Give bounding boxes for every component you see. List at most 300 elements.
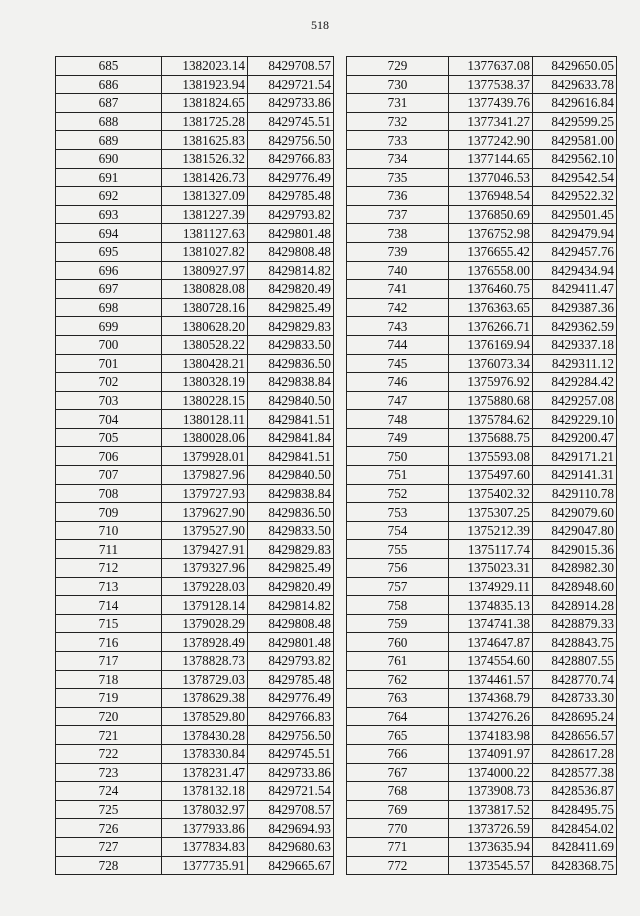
table-row [347,837,617,856]
point-number-cell: 716 [56,633,162,652]
table-row [347,187,617,206]
table-row [347,503,617,522]
point-number-cell: 747 [347,391,449,410]
point-number-cell: 698 [56,298,162,317]
point-number-cell: 752 [347,484,449,503]
y-coordinate-cell: 8429694.93 [248,819,334,838]
x-coordinate-cell: 1378928.49 [162,633,248,652]
y-coordinate-cell: 8429616.84 [533,94,617,113]
y-coordinate-cell: 8429479.94 [533,224,617,243]
point-number-cell: 723 [56,763,162,782]
table-row [347,670,617,689]
y-coordinate-cell: 8429766.83 [248,707,334,726]
y-coordinate-cell: 8428577.38 [533,763,617,782]
y-coordinate-cell: 8429745.51 [248,744,334,763]
x-coordinate-cell: 1382023.14 [162,57,248,76]
point-number-cell: 690 [56,149,162,168]
point-number-cell: 765 [347,726,449,745]
table-row [347,633,617,652]
x-coordinate-cell: 1381027.82 [162,242,248,261]
table-row [56,335,334,354]
point-number-cell: 727 [56,837,162,856]
table-row [56,744,334,763]
table-row [56,410,334,429]
point-number-cell: 741 [347,280,449,299]
table-row [56,75,334,94]
y-coordinate-cell: 8428695.24 [533,707,617,726]
table-row [347,391,617,410]
x-coordinate-cell: 1380728.16 [162,298,248,317]
y-coordinate-cell: 8429838.84 [248,484,334,503]
point-number-cell: 732 [347,112,449,131]
table-row [56,689,334,708]
table-row [56,856,334,875]
table-row [347,94,617,113]
point-number-cell: 769 [347,800,449,819]
x-coordinate-cell: 1381824.65 [162,94,248,113]
point-number-cell: 700 [56,335,162,354]
y-coordinate-cell: 8429838.84 [248,373,334,392]
point-number-cell: 706 [56,447,162,466]
y-coordinate-cell: 8428948.60 [533,577,617,596]
point-number-cell: 757 [347,577,449,596]
y-coordinate-cell: 8429665.67 [248,856,334,875]
y-coordinate-cell: 8429801.48 [248,224,334,243]
y-coordinate-cell: 8429650.05 [533,57,617,76]
table-row [347,707,617,726]
x-coordinate-cell: 1376363.65 [449,298,533,317]
x-coordinate-cell: 1376460.75 [449,280,533,299]
y-coordinate-cell: 8429229.10 [533,410,617,429]
point-number-cell: 748 [347,410,449,429]
point-number-cell: 734 [347,149,449,168]
y-coordinate-cell: 8429766.83 [248,149,334,168]
x-coordinate-cell: 1373545.57 [449,856,533,875]
y-coordinate-cell: 8429808.48 [248,614,334,633]
table-row [347,149,617,168]
y-coordinate-cell: 8429814.82 [248,261,334,280]
table-row [347,726,617,745]
point-number-cell: 687 [56,94,162,113]
point-number-cell: 685 [56,57,162,76]
table-row [56,466,334,485]
table-row [347,466,617,485]
point-number-cell: 761 [347,652,449,671]
table-row [56,205,334,224]
x-coordinate-cell: 1375880.68 [449,391,533,410]
x-coordinate-cell: 1376948.54 [449,187,533,206]
y-coordinate-cell: 8429756.50 [248,726,334,745]
point-number-cell: 738 [347,224,449,243]
point-number-cell: 736 [347,187,449,206]
table-row [347,317,617,336]
x-coordinate-cell: 1373817.52 [449,800,533,819]
point-number-cell: 742 [347,298,449,317]
y-coordinate-cell: 8429840.50 [248,391,334,410]
table-row [347,168,617,187]
y-coordinate-cell: 8429708.57 [248,57,334,76]
x-coordinate-cell: 1374554.60 [449,652,533,671]
y-coordinate-cell: 8429721.54 [248,75,334,94]
x-coordinate-cell: 1376558.00 [449,261,533,280]
x-coordinate-cell: 1379028.29 [162,614,248,633]
point-number-cell: 764 [347,707,449,726]
y-coordinate-cell: 8429434.94 [533,261,617,280]
y-coordinate-cell: 8428454.02 [533,819,617,838]
y-coordinate-cell: 8428914.28 [533,596,617,615]
point-number-cell: 714 [56,596,162,615]
point-number-cell: 739 [347,242,449,261]
y-coordinate-cell: 8428617.28 [533,744,617,763]
y-coordinate-cell: 8429793.82 [248,652,334,671]
table-row [56,354,334,373]
table-row [347,57,617,76]
point-number-cell: 708 [56,484,162,503]
x-coordinate-cell: 1373908.73 [449,782,533,801]
x-coordinate-cell: 1375307.25 [449,503,533,522]
y-coordinate-cell: 8429522.32 [533,187,617,206]
x-coordinate-cell: 1374741.38 [449,614,533,633]
point-number-cell: 762 [347,670,449,689]
y-coordinate-cell: 8429411.47 [533,280,617,299]
table-row [56,800,334,819]
y-coordinate-cell: 8429793.82 [248,205,334,224]
x-coordinate-cell: 1380028.06 [162,428,248,447]
x-coordinate-cell: 1378828.73 [162,652,248,671]
x-coordinate-cell: 1379928.01 [162,447,248,466]
x-coordinate-cell: 1381526.32 [162,149,248,168]
x-coordinate-cell: 1377933.86 [162,819,248,838]
point-number-cell: 749 [347,428,449,447]
point-number-cell: 719 [56,689,162,708]
point-number-cell: 725 [56,800,162,819]
table-row [56,317,334,336]
x-coordinate-cell: 1380927.97 [162,261,248,280]
point-number-cell: 695 [56,242,162,261]
point-number-cell: 730 [347,75,449,94]
y-coordinate-cell: 8429841.84 [248,428,334,447]
table-row [56,242,334,261]
y-coordinate-cell: 8429776.49 [248,168,334,187]
point-number-cell: 753 [347,503,449,522]
x-coordinate-cell: 1381426.73 [162,168,248,187]
x-coordinate-cell: 1374461.57 [449,670,533,689]
y-coordinate-cell: 8429542.54 [533,168,617,187]
x-coordinate-cell: 1379228.03 [162,577,248,596]
point-number-cell: 760 [347,633,449,652]
y-coordinate-cell: 8429501.45 [533,205,617,224]
point-number-cell: 766 [347,744,449,763]
point-number-cell: 718 [56,670,162,689]
x-coordinate-cell: 1380628.20 [162,317,248,336]
y-coordinate-cell: 8429581.00 [533,131,617,150]
y-coordinate-cell: 8429829.83 [248,540,334,559]
y-coordinate-cell: 8429836.50 [248,503,334,522]
y-coordinate-cell: 8429733.86 [248,94,334,113]
x-coordinate-cell: 1376850.69 [449,205,533,224]
point-number-cell: 745 [347,354,449,373]
y-coordinate-cell: 8429562.10 [533,149,617,168]
x-coordinate-cell: 1380128.11 [162,410,248,429]
x-coordinate-cell: 1377341.27 [449,112,533,131]
y-coordinate-cell: 8428368.75 [533,856,617,875]
y-coordinate-cell: 8428495.75 [533,800,617,819]
table-row [347,763,617,782]
x-coordinate-cell: 1373635.94 [449,837,533,856]
y-coordinate-cell: 8429599.25 [533,112,617,131]
x-coordinate-cell: 1379727.93 [162,484,248,503]
x-coordinate-cell: 1373726.59 [449,819,533,838]
point-number-cell: 699 [56,317,162,336]
point-number-cell: 712 [56,559,162,578]
table-row [56,57,334,76]
table-row [347,131,617,150]
point-number-cell: 688 [56,112,162,131]
x-coordinate-cell: 1374835.13 [449,596,533,615]
table-row [347,782,617,801]
y-coordinate-cell: 8429708.57 [248,800,334,819]
x-coordinate-cell: 1379527.90 [162,521,248,540]
y-coordinate-cell: 8429457.76 [533,242,617,261]
x-coordinate-cell: 1375688.75 [449,428,533,447]
x-coordinate-cell: 1375976.92 [449,373,533,392]
table-row [347,652,617,671]
y-coordinate-cell: 8429362.59 [533,317,617,336]
y-coordinate-cell: 8429825.49 [248,559,334,578]
point-number-cell: 737 [347,205,449,224]
table-row [56,224,334,243]
coordinate-table-right [346,56,617,875]
y-coordinate-cell: 8429833.50 [248,335,334,354]
x-coordinate-cell: 1374368.79 [449,689,533,708]
x-coordinate-cell: 1379627.90 [162,503,248,522]
table-row [56,670,334,689]
table-row [347,261,617,280]
coordinate-table-right-body [347,57,617,875]
y-coordinate-cell: 8429825.49 [248,298,334,317]
y-coordinate-cell: 8429745.51 [248,112,334,131]
y-coordinate-cell: 8429840.50 [248,466,334,485]
table-row [347,577,617,596]
x-coordinate-cell: 1375784.62 [449,410,533,429]
point-number-cell: 707 [56,466,162,485]
table-row [347,484,617,503]
table-row [347,205,617,224]
x-coordinate-cell: 1380828.08 [162,280,248,299]
x-coordinate-cell: 1380528.22 [162,335,248,354]
table-row [56,633,334,652]
y-coordinate-cell: 8428656.57 [533,726,617,745]
point-number-cell: 709 [56,503,162,522]
table-row [56,782,334,801]
table-row [347,410,617,429]
y-coordinate-cell: 8429257.08 [533,391,617,410]
table-row [56,484,334,503]
x-coordinate-cell: 1377538.37 [449,75,533,94]
x-coordinate-cell: 1378729.03 [162,670,248,689]
x-coordinate-cell: 1381725.28 [162,112,248,131]
point-number-cell: 705 [56,428,162,447]
y-coordinate-cell: 8429633.78 [533,75,617,94]
x-coordinate-cell: 1381327.09 [162,187,248,206]
y-coordinate-cell: 8428536.87 [533,782,617,801]
point-number-cell: 696 [56,261,162,280]
table-row [347,521,617,540]
x-coordinate-cell: 1381625.83 [162,131,248,150]
table-row [347,298,617,317]
x-coordinate-cell: 1377439.76 [449,94,533,113]
table-row [56,596,334,615]
point-number-cell: 704 [56,410,162,429]
point-number-cell: 713 [56,577,162,596]
y-coordinate-cell: 8428982.30 [533,559,617,578]
table-row [347,744,617,763]
table-row [56,447,334,466]
x-coordinate-cell: 1378132.18 [162,782,248,801]
x-coordinate-cell: 1379327.96 [162,559,248,578]
y-coordinate-cell: 8429785.48 [248,670,334,689]
point-number-cell: 715 [56,614,162,633]
point-number-cell: 702 [56,373,162,392]
y-coordinate-cell: 8429733.86 [248,763,334,782]
point-number-cell: 767 [347,763,449,782]
x-coordinate-cell: 1374929.11 [449,577,533,596]
x-coordinate-cell: 1378430.28 [162,726,248,745]
x-coordinate-cell: 1376169.94 [449,335,533,354]
table-row [347,689,617,708]
point-number-cell: 726 [56,819,162,838]
point-number-cell: 750 [347,447,449,466]
table-row [56,559,334,578]
x-coordinate-cell: 1379128.14 [162,596,248,615]
point-number-cell: 724 [56,782,162,801]
table-row [347,373,617,392]
table-row [56,298,334,317]
y-coordinate-cell: 8429808.48 [248,242,334,261]
point-number-cell: 740 [347,261,449,280]
table-row [56,652,334,671]
table-row [56,168,334,187]
point-number-cell: 728 [56,856,162,875]
point-number-cell: 731 [347,94,449,113]
y-coordinate-cell: 8429015.36 [533,540,617,559]
point-number-cell: 735 [347,168,449,187]
y-coordinate-cell: 8429776.49 [248,689,334,708]
y-coordinate-cell: 8429801.48 [248,633,334,652]
point-number-cell: 697 [56,280,162,299]
x-coordinate-cell: 1375023.31 [449,559,533,578]
table-row [56,149,334,168]
y-coordinate-cell: 8428733.30 [533,689,617,708]
table-row [56,261,334,280]
x-coordinate-cell: 1381127.63 [162,224,248,243]
table-row [347,540,617,559]
y-coordinate-cell: 8429337.18 [533,335,617,354]
x-coordinate-cell: 1375402.32 [449,484,533,503]
point-number-cell: 703 [56,391,162,410]
x-coordinate-cell: 1376073.34 [449,354,533,373]
y-coordinate-cell: 8429141.31 [533,466,617,485]
table-row [347,447,617,466]
x-coordinate-cell: 1377735.91 [162,856,248,875]
point-number-cell: 751 [347,466,449,485]
point-number-cell: 717 [56,652,162,671]
table-row [347,354,617,373]
x-coordinate-cell: 1378529.80 [162,707,248,726]
x-coordinate-cell: 1377242.90 [449,131,533,150]
table-row [347,112,617,131]
y-coordinate-cell: 8429756.50 [248,131,334,150]
coordinate-table-left [55,56,334,875]
x-coordinate-cell: 1375212.39 [449,521,533,540]
y-coordinate-cell: 8429814.82 [248,596,334,615]
point-number-cell: 755 [347,540,449,559]
y-coordinate-cell: 8429829.83 [248,317,334,336]
table-row [56,763,334,782]
table-row [347,242,617,261]
x-coordinate-cell: 1379427.91 [162,540,248,559]
x-coordinate-cell: 1377144.65 [449,149,533,168]
table-row [347,819,617,838]
point-number-cell: 772 [347,856,449,875]
point-number-cell: 763 [347,689,449,708]
table-row [56,391,334,410]
table-row [347,800,617,819]
point-number-cell: 686 [56,75,162,94]
y-coordinate-cell: 8428411.69 [533,837,617,856]
table-row [56,131,334,150]
table-row [347,75,617,94]
point-number-cell: 722 [56,744,162,763]
point-number-cell: 758 [347,596,449,615]
x-coordinate-cell: 1378231.47 [162,763,248,782]
table-row [56,280,334,299]
point-number-cell: 759 [347,614,449,633]
x-coordinate-cell: 1377637.08 [449,57,533,76]
y-coordinate-cell: 8429387.36 [533,298,617,317]
table-row [56,726,334,745]
table-row [347,856,617,875]
table-row [347,224,617,243]
table-row [56,503,334,522]
table-row [56,614,334,633]
x-coordinate-cell: 1375117.74 [449,540,533,559]
x-coordinate-cell: 1380228.15 [162,391,248,410]
point-number-cell: 721 [56,726,162,745]
table-row [56,577,334,596]
y-coordinate-cell: 8429841.51 [248,410,334,429]
point-number-cell: 710 [56,521,162,540]
table-row [56,428,334,447]
y-coordinate-cell: 8429721.54 [248,782,334,801]
table-row [347,614,617,633]
x-coordinate-cell: 1378330.84 [162,744,248,763]
point-number-cell: 691 [56,168,162,187]
table-row [347,559,617,578]
table-row [56,373,334,392]
x-coordinate-cell: 1376655.42 [449,242,533,261]
point-number-cell: 733 [347,131,449,150]
table-row [56,540,334,559]
x-coordinate-cell: 1376752.98 [449,224,533,243]
table-row [347,280,617,299]
x-coordinate-cell: 1379827.96 [162,466,248,485]
y-coordinate-cell: 8429200.47 [533,428,617,447]
y-coordinate-cell: 8428843.75 [533,633,617,652]
y-coordinate-cell: 8429820.49 [248,280,334,299]
point-number-cell: 693 [56,205,162,224]
x-coordinate-cell: 1376266.71 [449,317,533,336]
